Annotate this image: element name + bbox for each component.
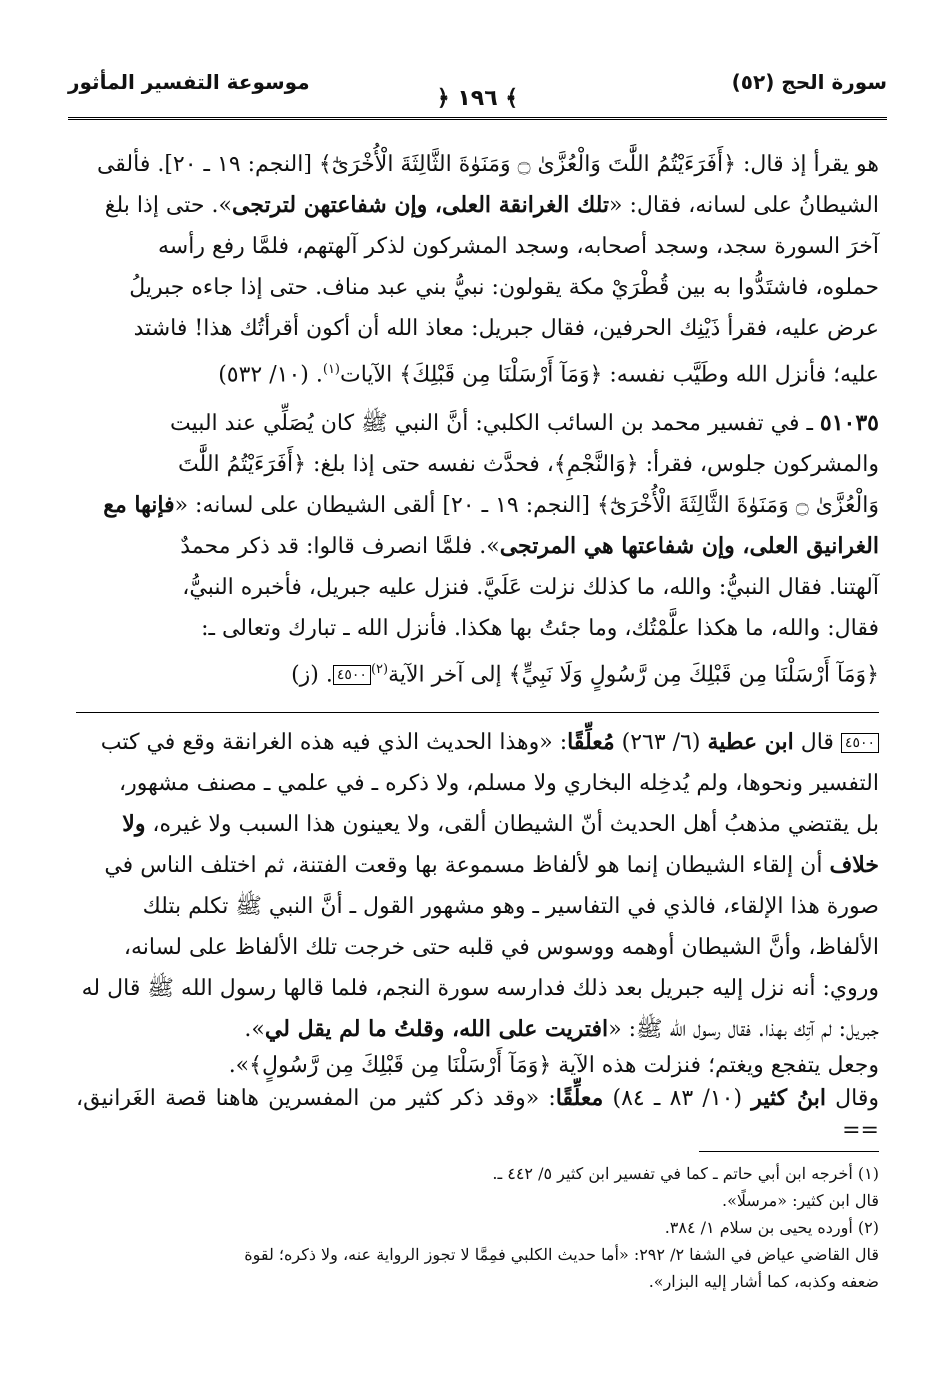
footnote: (٢) أورده يحيى بن سلام ١/ ٣٨٤. <box>664 1218 879 1237</box>
text-line: ﴿وَمَآ أَرْسَلْنَا مِن قَبْلِكَ مِن رَّسُولٍ وَلَا نَبِيٍّ﴾ إلى آخر الآية$^{(٢)}$٤٥٠٠. (ز) <box>291 662 879 688</box>
comment-ref-box[interactable]: ٤٥٠٠ <box>333 665 371 685</box>
text-line: عرض عليه، فقرأ ذَيْنِك الحرفين، فقال جبريل: معاذ الله أن أكون أقرأتُك هذا! فاشتد <box>133 316 879 341</box>
text-line: الشيطانُ على لسانه، فقال: «تلك الغرانقة العلى، وإن شفاعتهن لترتجى». حتى إذا بلغ <box>104 192 879 218</box>
text-line: حملوه، فاشتَدُّوا به بين قُطْرَيْ مكة يقولون: نبيُّ بني عبد مناف. حتى إذا جاءه جبريلُ <box>129 275 879 300</box>
page-number: ﴾ ١٩٦ ﴿ <box>436 86 519 111</box>
text-line: خلاف أن إلقاء الشيطان إنما هو لألفاظ مسموعة بها وقعت الفتنة، ثم اختلف الناس في <box>104 852 879 878</box>
text-line: وقال ابنُ كثير (١٠/ ٨٣ ـ ٨٤) معلِّقًا: «وقد ذكر كثير من المفسرين هاهنا قصة الغَرانيق، == <box>76 1085 879 1143</box>
text-line: جبريل: لم آتِك بهذا. فقال رسول الله ﷺ: «افتريت على الله، وقلتُ ما لم يقل لي». <box>244 1016 879 1042</box>
section-separator <box>76 712 879 713</box>
narration-1 <box>76 144 879 395</box>
text-line: فقال: والله، ما هكذا علَّمْتُك، وما جئتُ بها هكذا. فأنزل الله ـ تبارك وتعالى ـ: <box>201 616 879 641</box>
text-line: الغرانيق العلى، وإن شفاعتها هي المرتجى». فلمَّا انصرف قالوا: قد ذكر محمدٌ <box>180 533 879 559</box>
text-line: التفسير ونحوها، ولم يُدخِله البخاري ولا مسلم، ولا ذكره ـ في علمي ـ مصنف مشهور، <box>119 771 879 796</box>
text-line: آخرَ السورة سجد، وسجد أصحابه، وسجد المشركون لذكر آلهتهم، فلمَّا رفع رأسه <box>157 234 879 259</box>
text-line: وروي: أنه نزل إليه جبريل بعد ذلك فدارسه سورة النجم، فلما قالها رسول الله ﷺ قال له <box>81 976 879 1001</box>
narration-number: ٥١٠٣٥ <box>819 410 879 436</box>
commentary <box>76 722 879 1147</box>
text-line: صورة هذا الإلقاء، فالذي في التفاسير ـ وهو مشهور القول ـ أنَّ النبي ﷺ تكلم بتلك <box>142 894 879 919</box>
text-line: عليه؛ فأنزل الله وطَيَّب نفسه: ﴿وَمَآ أَرْسَلْنَا مِن قَبْلِكَ﴾ الآيات$^{(١)}$. (١٠/ ٥٣٢) <box>218 362 879 388</box>
text-line: ٥١٠٣٥ ـ في تفسير محمد بن السائب الكلبي: أنَّ النبي ﷺ كان يُصَلِّي عند البيت <box>169 410 879 436</box>
footnote: قال ابن كثير: «مرسلًا». <box>722 1191 879 1210</box>
book-title: موسوعة التفسير المأثور <box>68 70 310 94</box>
footnotes <box>76 1160 879 1295</box>
comment-number-box: ٤٥٠٠ <box>841 733 879 753</box>
page-header <box>68 66 887 120</box>
narration-2 <box>76 403 879 695</box>
text-line: والمشركون جلوس، فقرأ: ﴿وَالنَّجْمِ﴾، فحدَّث نفسه حتى إذا بلغ: ﴿أَفَرَءَيْتُمُ اللَّٰتَ <box>177 452 879 477</box>
footnote-rule <box>699 1151 879 1152</box>
text-line: ٤٥٠٠ قال ابن عطية (٦/ ٢٦٣) مُعلِّقًا: «وهذا الحديث الذي فيه هذه الغرانقة وقع في كتب <box>76 722 879 763</box>
text-line: الألفاظ، وأنَّ الشيطان أوهمه ووسوس في قلبه حتى خرجت تلك الألفاظ على لسانه، <box>123 935 879 960</box>
footnote-ref[interactable]: (١) <box>322 362 340 377</box>
text-line: وَالْعُزَّىٰ ۝ وَمَنَوٰةَ الثَّالِثَةَ الْأُخْرَىٰٓ﴾ [النجم: ١٩ ـ ٢٠] ألقى الشيطان على لسانه: «فإنها مع <box>103 492 879 518</box>
text-line: هو يقرأ إذ قال: ﴿أَفَرَءَيْتُمُ اللَّٰتَ وَالْعُزَّىٰ ۝ وَمَنَوٰةَ الثَّالِثَةَ الْأُخْرَىٰٓ﴾ [النجم: ١٩ ـ ٢٠]. فألقى <box>96 152 879 177</box>
footnote: ضعفه وكذبه، كما أشار إليه البزار». <box>648 1272 879 1291</box>
surah-header: سورة الحج (٥٢) <box>731 70 887 94</box>
text-line: وجعل يتفجع ويغتم؛ فنزلت هذه الآية ﴿وَمَآ أَرْسَلْنَا مِن قَبْلِكَ مِن رَّسُولٍ﴾». <box>228 1053 879 1078</box>
footnote: (١) أخرجه ابن أبي حاتم ـ كما في تفسير ابن كثير ٥/ ٤٤٢ ـ. <box>492 1164 879 1183</box>
text-line: بل يقتضي مذهبُ أهل الحديث أنّ الشيطان ألقى، ولا يعينون هذا السبب ولا غيره، ولا <box>122 811 879 837</box>
text-line: آلهتنا. فقال النبيُّ: والله، ما كذلك نزلت عَلَيَّ. فنزل عليه جبريل، فأخبره النبيُّ، <box>182 575 879 600</box>
footnote-ref[interactable]: (٢) <box>370 662 389 677</box>
header-rule <box>68 117 887 120</box>
footnote: قال القاضي عياض في الشفا ٢/ ٢٩٢: «أما حديث الكلبي فمِمَّا لا تجوز الرواية عنه، ولا ذكره؛ لقوة <box>244 1245 879 1264</box>
